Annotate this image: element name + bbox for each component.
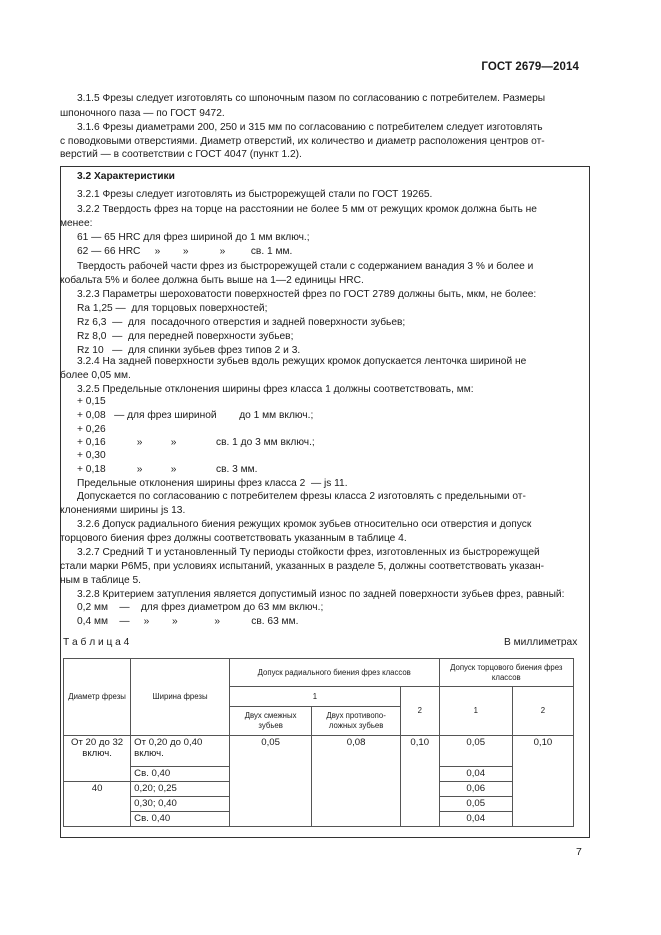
tolerance-table [63, 658, 574, 827]
cell-axial-class2: 0,10 [512, 736, 573, 827]
text-line: клонениями ширины js 13. [60, 505, 186, 516]
cell-width: Св. 0,40 [131, 767, 230, 782]
cell-axial-class1: 0,06 [439, 782, 512, 797]
text-line: более 0,05 мм. [60, 370, 131, 381]
cell-axial-class1: 0,05 [439, 736, 512, 767]
header-opposite: Двух противопо-ложных зубьев [312, 707, 401, 736]
text-line: стали марки Р6М5, при условиях испытаний, указанных в разделе 5, должны соответствовать указан- [60, 561, 545, 572]
header-width: Ширина фрезы [131, 659, 230, 736]
header-radial-class1: 1 [229, 687, 400, 707]
text-line: торцового биения фрез должны соответствовать указанным в таблице 4. [60, 533, 407, 544]
text-line: Rz 10 — для спинки зубьев фрез типов 2 и 3. [77, 345, 301, 356]
text-line: + 0,30 [77, 450, 106, 461]
text-line: 3.2.4 На задней поверхности зубьев вдоль режущих кромок допускается ленточка шириной не [77, 356, 527, 367]
text-line: верстий — в соответствии с ГОСТ 4047 (пункт 1.2). [60, 149, 302, 160]
standard-header: ГОСТ 2679—2014 [481, 61, 579, 73]
cell-diameter: 40 [64, 782, 131, 827]
text-line: 3.2.2 Твердость фрез на торце на расстоянии не более 5 мм от режущих кромок должна быть не [77, 204, 537, 215]
text-line: + 0,18 » » св. 3 мм. [77, 464, 258, 475]
text-line: + 0,26 [77, 424, 106, 435]
text-line: Ra 1,25 — для торцовых поверхностей; [77, 303, 268, 314]
text-line: 3.1.6 Фрезы диаметрами 200, 250 и 315 мм по согласованию с потребителем следует изготовлять [77, 122, 543, 133]
text-line: 62 — 66 HRC » » » св. 1 мм. [77, 246, 293, 257]
cell-radial-class2: 0,10 [400, 736, 439, 827]
table-caption: Т а б л и ц а 4 [63, 637, 130, 648]
text-line: 3.2.3 Параметры шероховатости поверхностей фрез по ГОСТ 2789 должны быть, мкм, не более: [77, 289, 537, 300]
header-diameter: Диаметр фрезы [64, 659, 131, 736]
text-line: Предельные отклонения ширины фрез класса 2 — js 11. [77, 478, 348, 489]
text-line: шпоночного паза — по ГОСТ 9472. [60, 108, 225, 119]
cell-diameter: От 20 до 32 включ. [64, 736, 131, 782]
text-line: с поводковыми отверстиями. Диаметр отверстий, их количество и диаметр расположения центров от- [60, 136, 545, 147]
table-units: В миллиметрах [504, 637, 578, 648]
cell-width: 0,20; 0,25 [131, 782, 230, 797]
text-line: кобальта 5% и более должна быть выше на 1—2 единицы HRC. [60, 275, 364, 286]
cell-radial-adjacent: 0,05 [229, 736, 311, 827]
text-line: Допускается по согласованию с потребителем фрезы класса 2 изготовлять с предельными от- [77, 491, 526, 502]
cell-radial-opposite: 0,08 [312, 736, 401, 827]
header-axial: Допуск торцового биения фрез классов [439, 659, 573, 687]
text-line: 3.2.5 Предельные отклонения ширины фрез класса 1 должны соответствовать, мм: [77, 384, 474, 395]
header-radial: Допуск радиального биения фрез классов [229, 659, 439, 687]
cell-axial-class1: 0,05 [439, 797, 512, 812]
text-line: + 0,15 [77, 396, 106, 407]
cell-width: Св. 0,40 [131, 812, 230, 827]
section-title: 3.2 Характеристики [77, 171, 175, 182]
cell-axial-class1: 0,04 [439, 812, 512, 827]
text-line: + 0,08 — для фрез шириной до 1 мм включ.; [77, 410, 314, 421]
text-line: 3.2.1 Фрезы следует изготовлять из быстрорежущей стали по ГОСТ 19265. [77, 189, 433, 200]
header-axial-class2: 2 [512, 687, 573, 736]
text-line: 0,4 мм — » » » св. 63 мм. [77, 616, 299, 627]
cell-axial-class1: 0,04 [439, 767, 512, 782]
header-axial-class1: 1 [439, 687, 512, 736]
text-line: ным в таблице 5. [60, 575, 141, 586]
text-line: менее: [60, 218, 93, 229]
text-line: 3.2.6 Допуск радиального биения режущих кромок зубьев относительно оси отверстия и допуск [77, 519, 532, 530]
table-row [64, 736, 574, 767]
text-line: Твердость рабочей части фрез из быстрорежущей стали с содержанием ванадия 3 % и более и [77, 261, 534, 272]
cell-width: 0,30; 0,40 [131, 797, 230, 812]
text-line: 61 — 65 HRC для фрез шириной до 1 мм включ.; [77, 232, 310, 243]
cell-width: От 0,20 до 0,40 включ. [131, 736, 230, 767]
text-line: 3.1.5 Фрезы следует изготовлять со шпоночным пазом по согласованию с потребителем. Размеры [77, 93, 546, 104]
text-line: 3.2.8 Критерием затупления является допустимый износ по задней поверхности зубьев фрез, равный: [77, 589, 565, 600]
text-line: 3.2.7 Средний T и установленный Ty периоды стойкости фрез, изготовленных из быстрорежущей [77, 547, 540, 558]
header-radial-class2: 2 [400, 687, 439, 736]
header-adjacent: Двух смежных зубьев [229, 707, 311, 736]
text-line: Rz 8,0 — для передней поверхности зубьев; [77, 331, 294, 342]
text-line: 0,2 мм — для фрез диаметром до 63 мм включ.; [77, 602, 324, 613]
text-line: + 0,16 » » св. 1 до 3 мм включ.; [77, 437, 315, 448]
page-number: 7 [576, 846, 582, 858]
text-line: Rz 6,3 — для посадочного отверстия и задней поверхности зубьев; [77, 317, 406, 328]
